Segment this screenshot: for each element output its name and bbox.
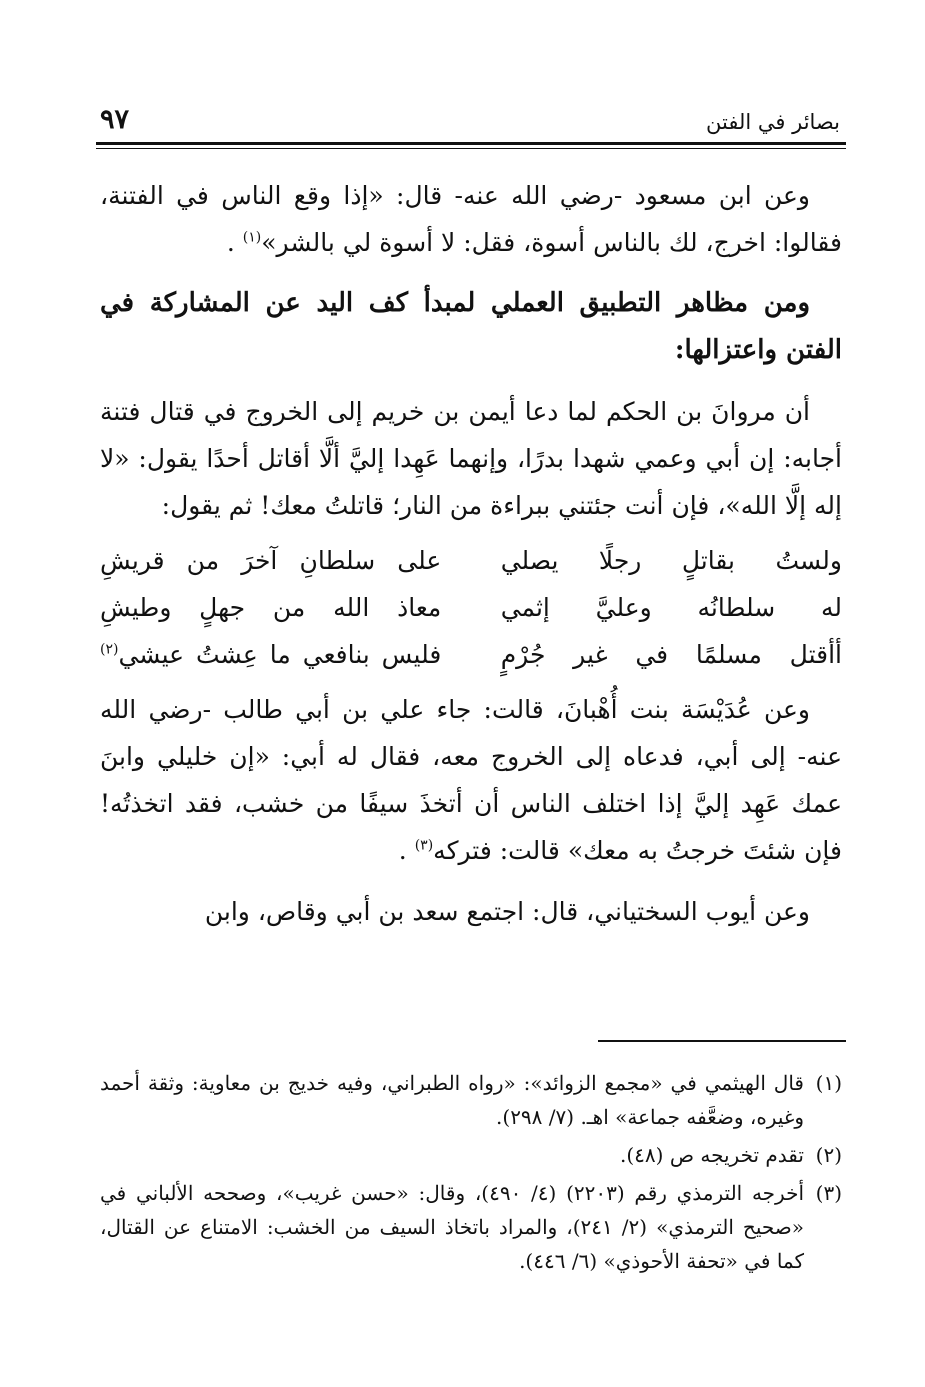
paragraph-udaysa (100, 686, 842, 874)
header-rule-thick (96, 142, 846, 145)
footnote-ref-3: (٣) (414, 837, 434, 854)
page-number: ٩٧ (100, 104, 130, 135)
verse-first-hemistich: ولستُ بقاتلٍ رجلًا يصلي (500, 546, 842, 575)
verse-first-hemistich: أأقتل مسلمًا في غير جُرْمٍ (500, 640, 842, 669)
footnote-number: (٢) (815, 1143, 842, 1167)
paragraph-marwan: أن مروانَ بن الحكم لما دعا أيمن بن خريم إلى الخروج في قتال فتنة أجابه: إن أبي وعمي شهدا بدرًا، وإنهما عَهِدا إليَّ ألَّا أقاتل أحدًا يقول: «لا إله إلَّا الله»، فإن أنت جئتني ببراءة من النار؛ قاتلتُ معك! ثم يقول: (100, 397, 842, 520)
footnote-ref-1: (١) (242, 229, 262, 246)
footnote-3 (100, 1176, 842, 1278)
main-text (100, 172, 842, 949)
verse-second-hemistich: على سلطانِ آخرَ من قريشِ (100, 546, 442, 575)
verse-second-hemistich: معاذ الله من جهلٍ وطيشِ (100, 593, 442, 622)
paragraph-end: . (398, 836, 407, 865)
header-rule-thin (96, 148, 846, 149)
verse-second-hemistich (100, 631, 441, 678)
footnote-1 (100, 1066, 842, 1134)
paragraph-text: وعن ابن مسعود -رضي الله عنه- قال: «إذا وقع الناس في الفتنة، فقالوا: اخرج، لك بالناس أسوة، فقل: لا أسوة لي بالشر» (100, 181, 842, 257)
hemistich-text: فليس بنافعي ما عِشتُ عيشي (118, 640, 442, 669)
footnote-number: (١) (815, 1071, 842, 1095)
poem-verse (100, 631, 842, 678)
footnote-text: تقدم تخريجه ص (٤٨). (620, 1143, 804, 1167)
footnote-ref-2: (٢) (100, 641, 119, 658)
paragraph-text: وعن عُدَيْسَة بنت أُهْبانَ، قالت: جاء علي بن أبي طالب -رضي الله عنه- إلى أبي، فدعاه إلى الخروج معه، فقال له أبي: «إن خليلي وابنَ عمك عَهِد إليَّ إذا اختلف الناس أن أتخذَ سيفًا من خشب، فقد اتخذتُه! فإن شئتَ خرجتُ به معك» قالت: فتركه (100, 695, 842, 865)
footnote-number: (٣) (815, 1181, 842, 1205)
paragraph-ibn-masud (100, 172, 842, 266)
paragraph-end: . (226, 228, 235, 257)
paragraph-ayyub: وعن أيوب السختياني، قال: اجتمع سعد بن أبي وقاص، وابن (204, 897, 810, 926)
running-title: بصائر في الفتن (706, 110, 840, 134)
footnote-2 (100, 1138, 842, 1172)
poem-verse (100, 537, 842, 584)
footnote-text: أخرجه الترمذي رقم (٢٢٠٣) (٤/ ٤٩٠)، وقال: «حسن غريب»، وصححه الألباني في «صحيح الترمذي» (٢/ ٢٤١)، والمراد باتخاذ السيف من الخشب: الامتناع عن القتال، كما في «تحفة الأحوذي» (٦/ ٤٤٦). (100, 1181, 804, 1273)
footnote-text: قال الهيثمي في «مجمع الزوائد»: «رواه الطبراني، وفيه خديج بن معاوية: وثقة أحمد وغيره، وضعَّفه جماعة» اهـ. (٧/ ٢٩٨). (100, 1071, 804, 1129)
poem (100, 537, 842, 678)
footnotes (100, 1066, 842, 1282)
section-heading: ومن مظاهر التطبيق العملي لمبدأ كف اليد عن المشاركة في الفتن واعتزالها: (100, 288, 842, 365)
verse-first-hemistich: له سلطانُه وعليَّ إثمي (500, 593, 842, 622)
page-header (96, 104, 846, 140)
footnote-separator (598, 1040, 846, 1042)
poem-verse (100, 584, 842, 631)
